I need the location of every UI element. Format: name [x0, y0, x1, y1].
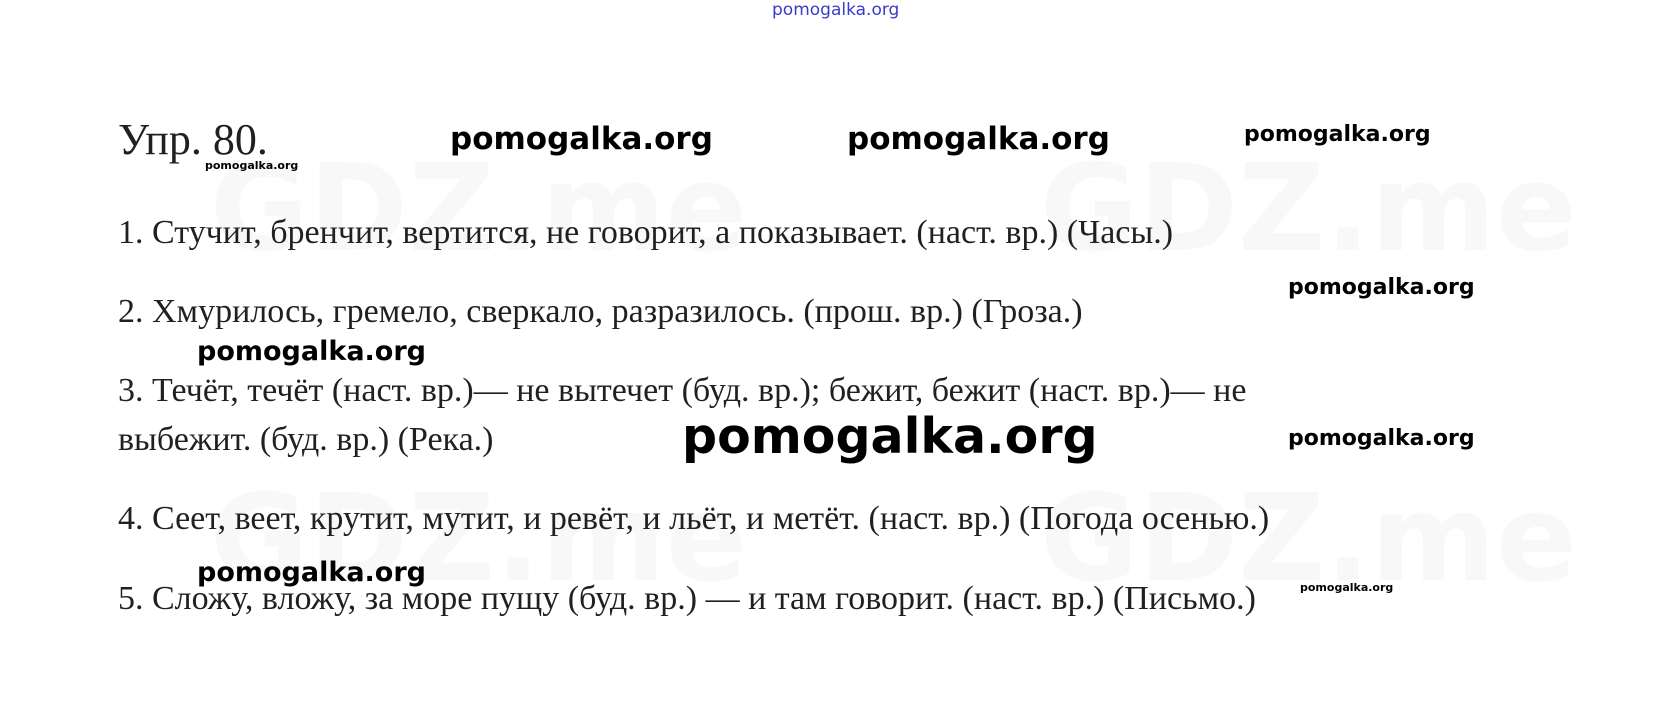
- watermark-text: pomogalka.org: [847, 121, 1110, 157]
- exercise-item-3-line-2: выбежит. (буд. вр.) (Река.): [118, 421, 494, 458]
- ghost-watermark: [1040, 140, 1577, 279]
- exercise-item-1: 1. Стучит, бренчит, вертится, не говорит, а показывает. (наст. вр.) (Часы.): [118, 214, 1174, 251]
- watermark-text: pomogalka.org: [450, 121, 713, 157]
- watermark-text: pomogalka.org: [1288, 426, 1475, 451]
- watermark-link[interactable]: pomogalka.org: [772, 0, 900, 20]
- exercise-item-3-line-1: 3. Течёт, течёт (наст. вр.)— не вытечет (буд. вр.); бежит, бежит (наст. вр.)— не: [118, 372, 1247, 409]
- watermark-text: pomogalka.org: [1244, 122, 1431, 147]
- watermark-text: pomogalka.org: [682, 408, 1098, 465]
- watermark-text: pomogalka.org: [205, 159, 299, 172]
- exercise-title: Упр. 80.: [118, 115, 268, 164]
- watermark-text: pomogalka.org: [1288, 275, 1475, 300]
- watermark-text: pomogalka.org: [197, 557, 426, 588]
- exercise-item-4: 4. Сеет, веет, крутит, мутит, и ревёт, и льёт, и метёт. (наст. вр.) (Погода осенью.): [118, 500, 1270, 537]
- watermark-text: pomogalka.org: [1300, 581, 1394, 594]
- exercise-item-2: 2. Хмурилось, гремело, сверкало, разразилось. (прош. вр.) (Гроза.): [118, 293, 1083, 330]
- exercise-item-5: 5. Сложу, вложу, за море пущу (буд. вр.) — и там говорит. (наст. вр.) (Письмо.): [118, 580, 1256, 617]
- watermark-text: pomogalka.org: [197, 336, 426, 367]
